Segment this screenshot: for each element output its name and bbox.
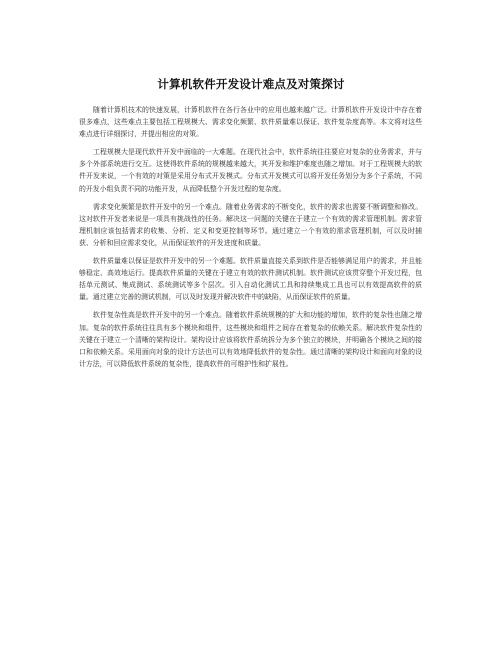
paragraph-requirement-changes: 需求变化频繁是软件开发中的另一个难点。随着业务需求的不断变化，软件的需求也需要不断调整和修改。这对软件开发者来说是一项具有挑战性的任务。解决这一问题的关键在于建立一个有效的需求管理机制。需求管理机制应该包括需求的收集、分析、定义和变更控制等环节。通过建立一个有效的需求管理机制，可以及时捕获、分析和回应需求变化，从而保证软件的开发进度和质量。 [79, 202, 422, 247]
paragraph-software-quality: 软件质量难以保证是软件开发中的另一个难题。软件质量直接关系到软件是否能够满足用户的需求，并且能够稳定、高效地运行。提高软件质量的关键在于建立有效的软件测试机制。软件测试应该贯穿整个开发过程，包括单元测试、集成测试、系统测试等多个层次。引入自动化测试工具和持续集成工具也可以有效提高软件的质量。通过建立完善的测试机制，可以及时发现并解决软件中的缺陷，从而保证软件的质量。 [79, 257, 422, 302]
paragraph-intro: 随着计算机技术的快速发展，计算机软件在各行各业中的应用也越来越广泛。计算机软件开发设计中存在着很多难点，这些难点主要包括工程规模大、需求变化频繁、软件质量难以保证、软件复杂度高等。本文将对这些难点进行详细探讨，并提出相应的对策。 [79, 106, 422, 139]
paragraph-software-complexity: 软件复杂性高是软件开发中的另一个难点。随着软件系统规模的扩大和功能的增加，软件的复杂性也随之增加。复杂的软件系统往往具有多个模块和组件，这些模块和组件之间存在着复杂的依赖关系。解决软件复杂性的关键在于建立一个清晰的架构设计。架构设计应该将软件系统拆分为多个独立的模块，并明确各个模块之间的接口和依赖关系。采用面向对象的设计方法也可以有效地降低软件的复杂性。通过清晰的架构设计和面向对象的设计方法，可以降低软件系统的复杂性，提高软件的可维护性和扩展性。 [79, 311, 422, 368]
paragraph-project-scale: 工程规模大是现代软件开发中面临的一大难题。在现代社会中，软件系统往往要应对复杂的业务需求，并与多个外部系统进行交互。这使得软件系统的规模越来越大，其开发和维护难度也随之增加。对于工程规模大的软件开发来说，一个有效的对策是采用分布式开发模式。分布式开发模式可以将开发任务划分为多个子系统，不同的开发小组负责不同的功能开发，从而降低整个开发过程的复杂度。 [79, 148, 422, 193]
document-body [79, 104, 422, 376]
document-title: 计算机软件开发设计难点及对策探讨 [157, 77, 345, 91]
